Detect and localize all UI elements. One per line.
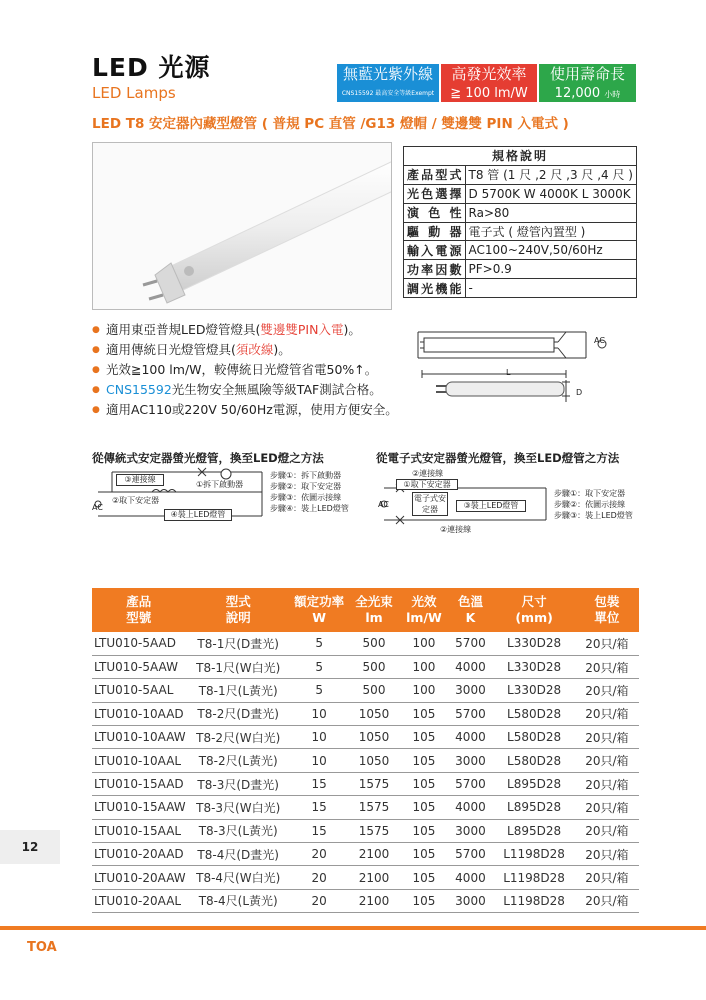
table-cell: T8-2尺(L黃光) [186, 749, 291, 772]
table-row [92, 843, 639, 866]
spec-table [403, 146, 637, 298]
table-cell: 105 [400, 819, 447, 842]
table-row [92, 655, 639, 678]
feature-item: ● 適用AC110或220V 50/60Hz電源，使用方便安全。 [92, 400, 398, 420]
feature-item: ● CNS15592光生物安全無風險等級TAF測試合格。 [92, 380, 398, 400]
step-1: 步驟①：取下安定器 [554, 489, 626, 498]
table-cell: 20只/箱 [575, 796, 639, 819]
feature-list [92, 320, 398, 420]
badge-label: 無藍光紫外線 [337, 64, 439, 85]
table-cell: 10 [291, 702, 348, 725]
label-ac: AC [378, 500, 389, 509]
table-cell: T8-4尺(W白光) [186, 866, 291, 889]
table-cell: 2100 [348, 843, 401, 866]
table-cell: 4000 [447, 726, 493, 749]
col-header-model: 產品 型號 [92, 588, 186, 632]
spec-row: 功率因數 PF>0.9 [404, 260, 637, 279]
table-cell: T8-4尺(L黃光) [186, 889, 291, 912]
feature-item: ● 適用東亞普規LED燈管燈具(雙邊雙PIN入電)。 [92, 320, 398, 340]
table-cell: LTU010-10AAL [92, 749, 186, 772]
product-photo [92, 142, 392, 310]
table-cell: LTU010-20AAW [92, 866, 186, 889]
table-cell: 105 [400, 843, 447, 866]
table-cell: 20 [291, 866, 348, 889]
step-3: 步驟③：裝上LED燈管 [554, 511, 633, 520]
label-remove-ballast: ①取下安定器 [396, 479, 458, 490]
table-cell: 20只/箱 [575, 866, 639, 889]
spec-heading: 規格說明 [404, 147, 637, 166]
page-number: 12 [0, 830, 60, 864]
table-cell: 5700 [447, 632, 493, 655]
spec-row: 輸入電源 AC100~240V,50/60Hz [404, 241, 637, 260]
footer-logo: TOA [27, 940, 57, 955]
table-cell: 10 [291, 749, 348, 772]
table-row [92, 749, 639, 772]
page-title: LED 光源 [92, 53, 211, 82]
table-cell: 105 [400, 772, 447, 795]
table-cell: T8-1尺(W白光) [186, 655, 291, 678]
table-cell: 100 [400, 679, 447, 702]
table-cell: 20只/箱 [575, 702, 639, 725]
table-cell: L895D28 [493, 772, 574, 795]
table-cell: 5 [291, 655, 348, 678]
badge-value-number: 12,000 [554, 86, 601, 101]
product-subtitle: LED T8 安定器內藏型燈管 ( 普規 PC 直管 /G13 燈帽 / 雙邊雙 PIN 入電式 ) [92, 116, 569, 132]
table-cell: L580D28 [493, 749, 574, 772]
table-cell: 20只/箱 [575, 749, 639, 772]
label-remove-ballast: ②取下安定器 [112, 496, 160, 505]
table-row [92, 632, 639, 655]
table-cell: 3000 [447, 679, 493, 702]
product-table-body [92, 632, 639, 913]
col-header-power: 額定功率 W [291, 588, 348, 632]
table-row [92, 819, 639, 842]
table-cell: LTU010-10AAD [92, 702, 186, 725]
tube-wiring-diagram [416, 322, 616, 410]
table-cell: 5700 [447, 702, 493, 725]
table-cell: 2100 [348, 889, 401, 912]
table-cell: 500 [348, 632, 401, 655]
table-cell: LTU010-10AAW [92, 726, 186, 749]
label-connect-top: ②連接線 [412, 469, 444, 478]
table-cell: LTU010-5AAL [92, 679, 186, 702]
table-cell: 1050 [348, 702, 401, 725]
table-cell: L895D28 [493, 819, 574, 842]
table-cell: 105 [400, 702, 447, 725]
label-remove-starter: ①拆下啟動器 [196, 480, 244, 489]
table-cell: LTU010-15AAW [92, 796, 186, 819]
table-cell: 15 [291, 796, 348, 819]
badge-label: 高發光效率 [441, 64, 537, 85]
spec-row: 調光機能 - [404, 279, 637, 298]
table-cell: T8-3尺(D晝光) [186, 772, 291, 795]
method-title-electronic: 從電子式安定器螢光燈管，換至LED燈管之方法 [376, 451, 620, 465]
table-row [92, 796, 639, 819]
table-cell: 5 [291, 679, 348, 702]
badge-value: CNS15592 最高安全等級Exempt [337, 85, 439, 102]
table-cell: 105 [400, 866, 447, 889]
col-header-lumen: 全光束 lm [348, 588, 401, 632]
table-cell: 4000 [447, 655, 493, 678]
step-2: 步驟②：取下安定器 [270, 482, 342, 491]
spec-row: 驅動器 電子式 ( 燈管內置型 ) [404, 222, 637, 241]
table-cell: 20 [291, 843, 348, 866]
table-cell: LTU010-20AAD [92, 843, 186, 866]
col-header-efficacy: 光效 lm/W [400, 588, 447, 632]
table-cell: T8-1尺(D晝光) [186, 632, 291, 655]
table-cell: 20只/箱 [575, 843, 639, 866]
table-cell: 500 [348, 655, 401, 678]
table-cell: 3000 [447, 819, 493, 842]
feature-item: ● 光效≧100 lm/W，較傳統日光燈管省電50%↑。 [92, 360, 398, 380]
table-cell: T8-2尺(W白光) [186, 726, 291, 749]
table-cell: L1198D28 [493, 889, 574, 912]
table-cell: LTU010-15AAD [92, 772, 186, 795]
length-label: L [506, 368, 511, 377]
table-cell: 20只/箱 [575, 726, 639, 749]
label-connect-wire: ③連接線 [116, 474, 164, 486]
col-header-pack: 包裝 單位 [575, 588, 639, 632]
table-cell: L330D28 [493, 655, 574, 678]
table-row [92, 866, 639, 889]
table-row [92, 772, 639, 795]
table-cell: 3000 [447, 749, 493, 772]
feature-item: ● 適用傳統日光燈管燈具(須改線)。 [92, 340, 398, 360]
table-cell: L895D28 [493, 796, 574, 819]
table-cell: 1575 [348, 796, 401, 819]
table-cell: 20只/箱 [575, 772, 639, 795]
table-cell: T8-3尺(L黃光) [186, 819, 291, 842]
table-row [92, 889, 639, 912]
table-cell: L580D28 [493, 702, 574, 725]
table-cell: 3000 [447, 889, 493, 912]
spec-row: 產品型式 T8 管 (1 尺 ,2 尺 ,3 尺 ,4 尺 ) [404, 165, 637, 184]
table-cell: 500 [348, 679, 401, 702]
led-tube-image [93, 143, 391, 309]
col-header-cct: 色溫 K [447, 588, 493, 632]
table-cell: 5700 [447, 772, 493, 795]
table-cell: 105 [400, 889, 447, 912]
table-cell: 105 [400, 726, 447, 749]
table-cell: LTU010-5AAW [92, 655, 186, 678]
ac-label: AC [594, 336, 605, 345]
table-cell: 105 [400, 796, 447, 819]
table-cell: 2100 [348, 866, 401, 889]
table-cell: 20只/箱 [575, 819, 639, 842]
table-cell: 15 [291, 819, 348, 842]
table-cell: 20 [291, 889, 348, 912]
table-cell: LTU010-20AAL [92, 889, 186, 912]
step-1: 步驟①：拆下啟動器 [270, 471, 342, 480]
diameter-label: D [576, 388, 583, 397]
step-4: 步驟④：裝上LED燈管 [270, 504, 349, 513]
table-row [92, 726, 639, 749]
table-cell: 20只/箱 [575, 889, 639, 912]
footer-divider [0, 926, 706, 930]
badge-value: ≧ 100 lm/W [441, 85, 537, 102]
table-cell: 10 [291, 726, 348, 749]
spec-row: 演色性 Ra>80 [404, 203, 637, 222]
table-header-row [92, 588, 639, 632]
col-header-type: 型式 說明 [186, 588, 291, 632]
label-ac: AC [92, 503, 103, 512]
table-cell: 1575 [348, 772, 401, 795]
label-electronic-ballast: 電子式安定器 [414, 494, 446, 514]
table-cell: LTU010-5AAD [92, 632, 186, 655]
table-cell: 5700 [447, 843, 493, 866]
table-cell: LTU010-15AAL [92, 819, 186, 842]
label-install-led: ④裝上LED燈管 [164, 509, 232, 521]
table-cell: 100 [400, 655, 447, 678]
table-cell: L330D28 [493, 679, 574, 702]
table-cell: 1575 [348, 819, 401, 842]
table-cell: 20只/箱 [575, 655, 639, 678]
badge-label: 使用壽命長 [539, 64, 636, 85]
method-title-traditional: 從傳統式安定器螢光燈管，換至LED燈之方法 [92, 451, 324, 465]
table-cell: 1050 [348, 726, 401, 749]
page-title-english: LED Lamps [92, 84, 176, 102]
step-2: 步驟②：依圖示接線 [554, 500, 626, 509]
table-cell: 4000 [447, 866, 493, 889]
table-cell: 20只/箱 [575, 679, 639, 702]
table-row [92, 702, 639, 725]
badge-long-life [539, 64, 636, 102]
table-cell: L1198D28 [493, 843, 574, 866]
badge-high-efficiency [441, 64, 537, 102]
label-connect-bottom: ②連接線 [440, 525, 472, 534]
table-cell: T8-2尺(D晝光) [186, 702, 291, 725]
table-cell: 5 [291, 632, 348, 655]
table-cell: T8-3尺(W白光) [186, 796, 291, 819]
table-cell: L1198D28 [493, 866, 574, 889]
table-cell: 4000 [447, 796, 493, 819]
col-header-size: 尺寸 (mm) [493, 588, 574, 632]
table-cell: 100 [400, 632, 447, 655]
table-cell: L330D28 [493, 632, 574, 655]
table-cell: 105 [400, 749, 447, 772]
badge-value [539, 85, 636, 102]
step-3: 步驟③：依圖示接線 [270, 493, 342, 502]
table-cell: T8-4尺(D晝光) [186, 843, 291, 866]
table-row [92, 679, 639, 702]
table-cell: 15 [291, 772, 348, 795]
badge-value-unit: 小時 [604, 90, 621, 99]
table-cell: L580D28 [493, 726, 574, 749]
table-cell: T8-1尺(L黃光) [186, 679, 291, 702]
product-table [92, 588, 639, 913]
table-cell: 1050 [348, 749, 401, 772]
spec-row: 光色選擇 D 5700K W 4000K L 3000K [404, 184, 637, 203]
label-install-led: ③裝上LED燈管 [456, 500, 526, 512]
badge-no-blue-light [337, 64, 439, 102]
table-cell: 20只/箱 [575, 632, 639, 655]
